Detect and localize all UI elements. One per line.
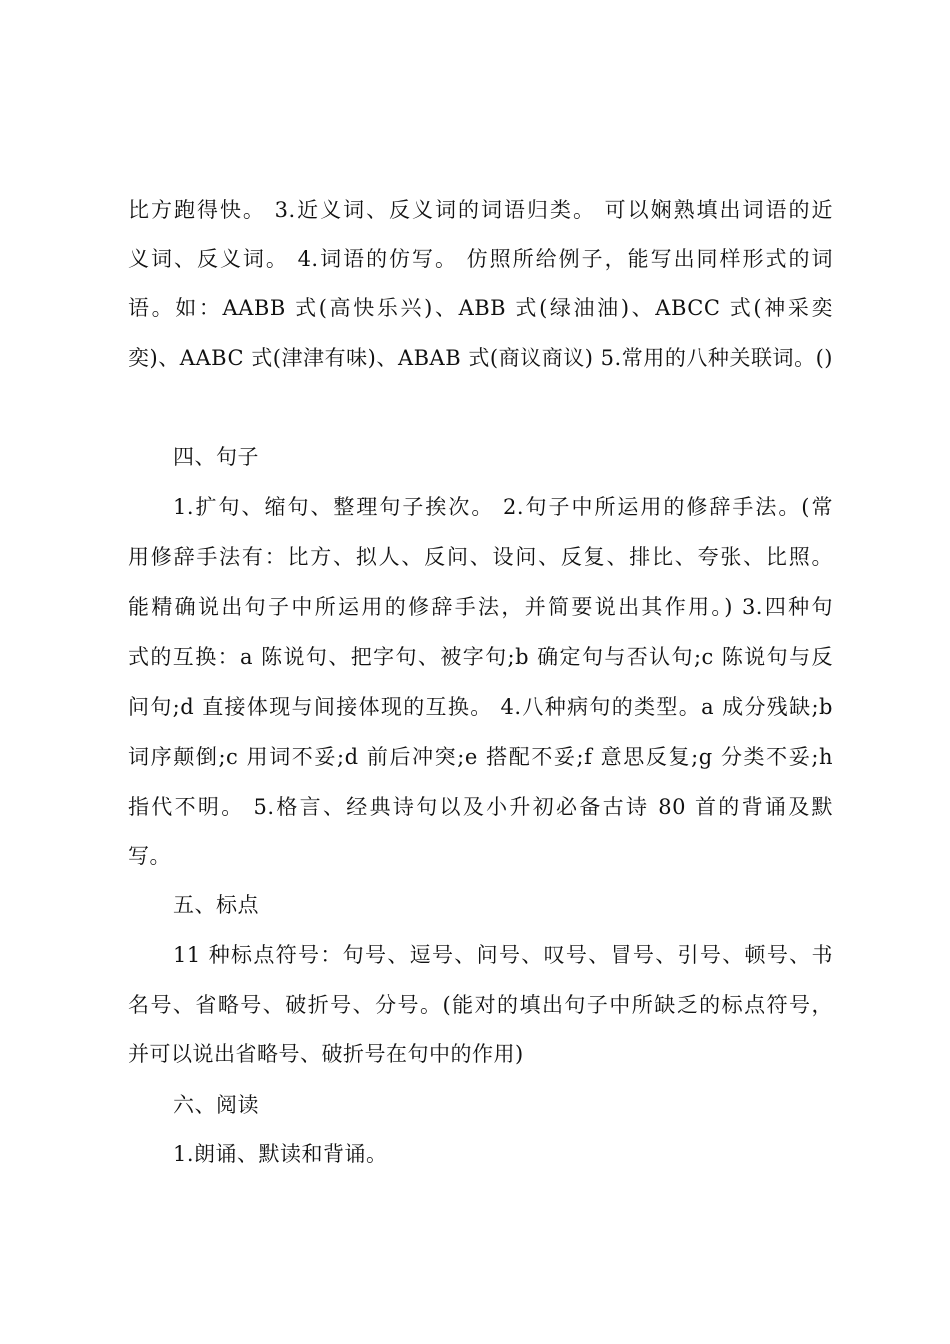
paragraph-line: 用修辞手法有：比方、拟人、反问、设问、反复、排比、夸张、比照。	[128, 545, 833, 569]
paragraph-line: 写。	[128, 844, 171, 868]
paragraph-line: 1.扩句、缩句、整理句子挨次。 2.句子中所运用的修辞手法。(常	[173, 495, 833, 519]
paragraph-line: 11 种标点符号：句号、逗号、问号、叹号、冒号、引号、顿号、书	[173, 943, 833, 967]
paragraph-line: 名号、省略号、破折号、分号。(能对的填出句子中所缺乏的标点符号，	[128, 993, 833, 1017]
paragraph-line: 比方跑得快。 3.近义词、反义词的词语归类。 可以娴熟填出词语的近	[128, 198, 833, 222]
paragraph-line: 1.朗诵、默读和背诵。	[173, 1142, 388, 1166]
paragraph-line: 指代不明。 5.格言、经典诗句以及小升初必备古诗 80 首的背诵及默	[128, 795, 833, 819]
paragraph-line: 能精确说出句子中所运用的修辞手法，并简要说出其作用。) 3.四种句	[128, 595, 833, 619]
paragraph-line: 问句;d 直接体现与间接体现的互换。 4.八种病句的类型。a 成分残缺;b	[128, 695, 833, 719]
paragraph-line: 义词、反义词。 4.词语的仿写。 仿照所给例子，能写出同样形式的词	[128, 247, 833, 271]
section-heading: 六、阅读	[173, 1093, 259, 1117]
paragraph-line: 奕)、AABC 式(津津有味)、ABAB 式(商议商议) 5.常用的八种关联词。()	[128, 346, 833, 370]
paragraph-line: 词序颠倒;c 用词不妥;d 前后冲突;e 搭配不妥;f 意思反复;g 分类不妥;h	[128, 745, 833, 769]
paragraph-line: 并可以说出省略号、破折号在句中的作用)	[128, 1042, 524, 1066]
paragraph-line: 式的互换：a 陈说句、把字句、被字句;b 确定句与否认句;c 陈说句与反	[128, 645, 833, 669]
section-heading: 四、句子	[173, 445, 259, 469]
section-heading: 五、标点	[173, 893, 259, 917]
paragraph-line: 语。如：AABB 式(高快乐兴)、ABB 式(绿油油)、ABCC 式(神采奕	[128, 296, 833, 320]
